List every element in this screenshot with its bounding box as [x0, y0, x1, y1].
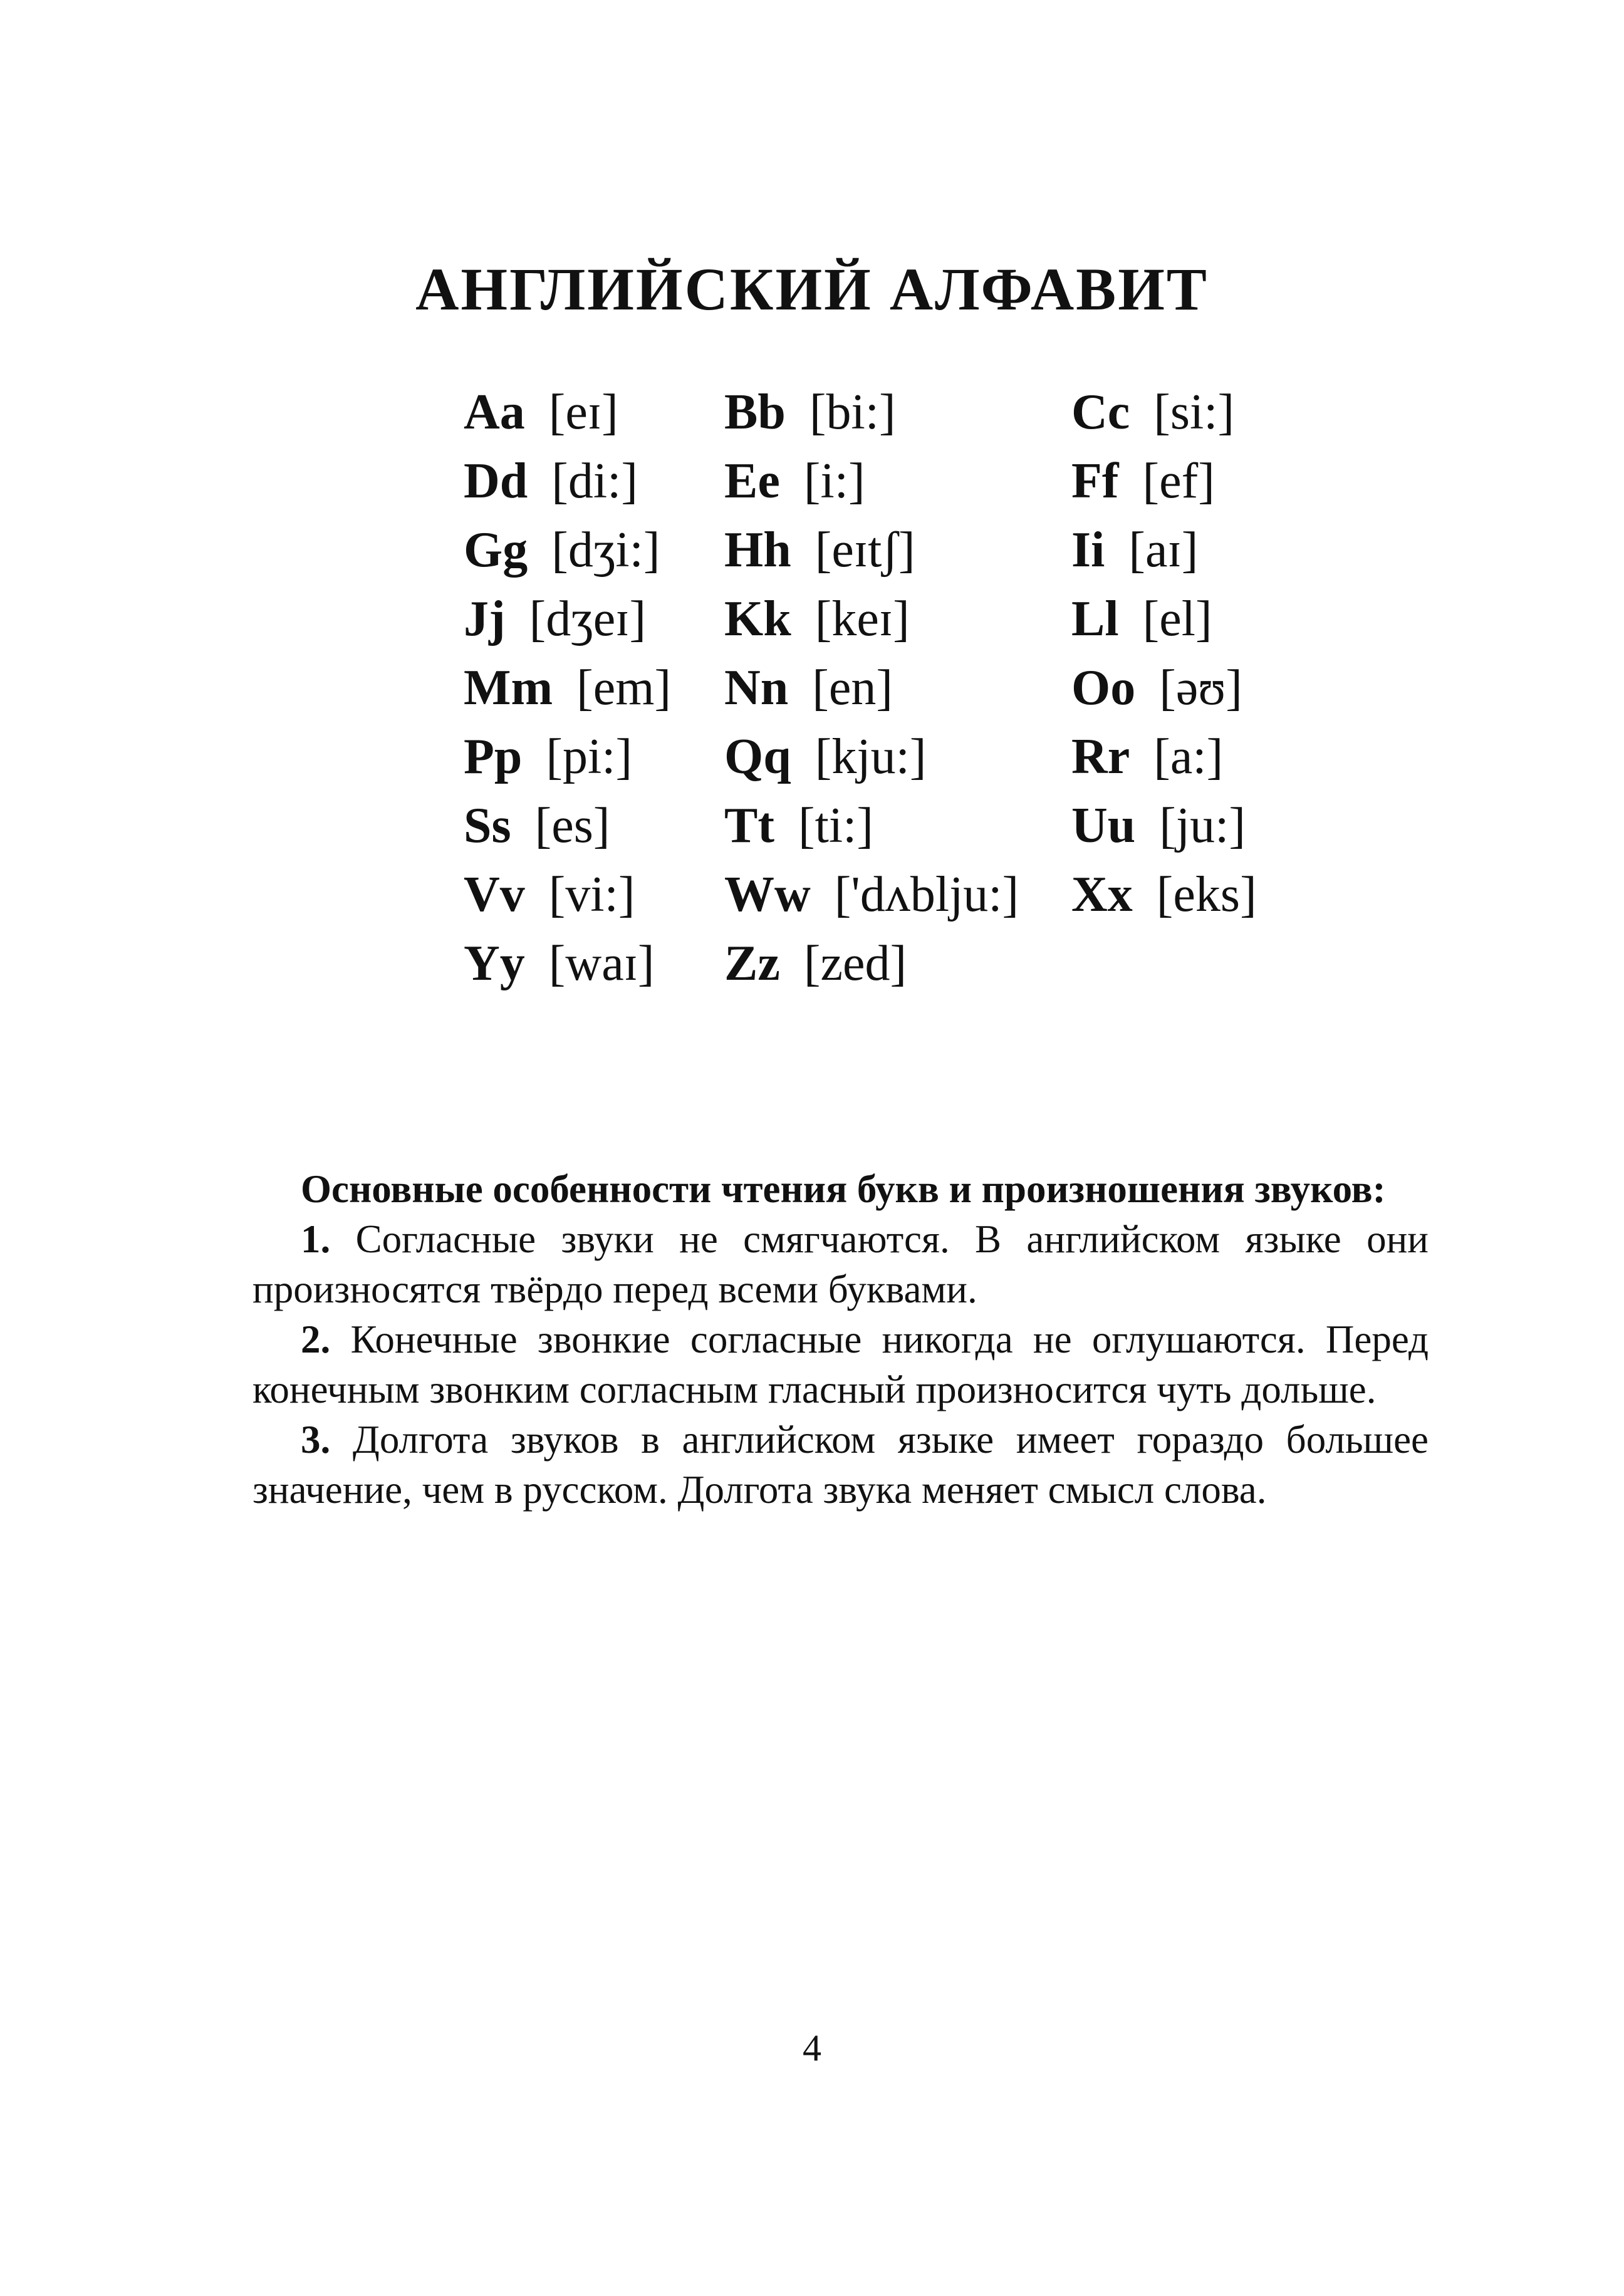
- alphabet-letter: Aa: [464, 385, 525, 440]
- alphabet-letter: Nn: [724, 660, 789, 715]
- alphabet-letter: Kk: [724, 591, 791, 647]
- alphabet-transcription: [ti:]: [798, 798, 873, 853]
- alphabet-entry: [1071, 867, 1257, 922]
- alphabet-letter: Tt: [724, 798, 774, 853]
- alphabet-transcription: [ef]: [1142, 454, 1215, 509]
- alphabet-transcription: [kju:]: [815, 729, 927, 784]
- alphabet-entry: [1071, 591, 1212, 647]
- alphabet-letter: Oo: [1071, 660, 1136, 715]
- rule-number: 2.: [301, 1317, 331, 1361]
- alphabet-entry: [1071, 522, 1199, 578]
- alphabet-transcription: [eɪ]: [548, 385, 618, 440]
- alphabet-entry: [724, 938, 907, 989]
- alphabet-entry: [464, 867, 635, 922]
- alphabet-letter: Qq: [724, 729, 791, 784]
- alphabet-entry: [464, 385, 618, 440]
- alphabet-letter: Mm: [464, 660, 553, 715]
- alphabet-letter: Ss: [464, 798, 511, 853]
- alphabet-transcription: [en]: [812, 660, 893, 715]
- alphabet-letter: Yy: [464, 936, 525, 991]
- alphabet-transcription: [a:]: [1153, 729, 1224, 784]
- rule-number: 1.: [301, 1217, 331, 1261]
- alphabet-letter: Uu: [1071, 798, 1136, 853]
- alphabet-entry: [724, 591, 910, 647]
- alphabet-entry: [724, 454, 865, 509]
- alphabet-transcription: [dʒeɪ]: [529, 591, 647, 647]
- alphabet-transcription: [waɪ]: [548, 936, 655, 991]
- alphabet-entry: [724, 798, 873, 853]
- alphabet-transcription: [pi:]: [546, 729, 633, 784]
- alphabet-letter: Hh: [724, 522, 791, 578]
- alphabet-transcription: [di:]: [551, 454, 638, 509]
- alphabet-transcription: [eɪtʃ]: [815, 522, 915, 578]
- reading-rules: [252, 1164, 1429, 1515]
- alphabet-table: [464, 387, 1341, 1007]
- rule-item: [252, 1314, 1429, 1415]
- alphabet-transcription: [si:]: [1153, 385, 1235, 440]
- alphabet-letter: Bb: [724, 385, 786, 440]
- alphabet-entry: [724, 867, 1019, 922]
- alphabet-entry: [464, 454, 638, 509]
- alphabet-letter: Xx: [1071, 867, 1133, 922]
- alphabet-entry: [464, 660, 672, 715]
- alphabet-entry: [1071, 798, 1246, 853]
- alphabet-entry: [724, 660, 893, 715]
- alphabet-letter: Zz: [724, 936, 780, 991]
- alphabet-transcription: [aɪ]: [1128, 522, 1199, 578]
- alphabet-letter: Dd: [464, 454, 528, 509]
- page-number: 4: [803, 2027, 821, 2069]
- alphabet-transcription: [i:]: [803, 454, 865, 509]
- rule-item: [252, 1214, 1429, 1314]
- rules-heading: Основные особенности чтения букв и произношения звуков:: [301, 1167, 1386, 1211]
- alphabet-transcription: [keɪ]: [815, 591, 910, 647]
- alphabet-transcription: [əʊ]: [1159, 660, 1242, 715]
- alphabet-letter: Jj: [464, 591, 506, 647]
- alphabet-letter: Vv: [464, 867, 525, 922]
- alphabet-letter: Ii: [1071, 522, 1105, 578]
- alphabet-transcription: [vi:]: [548, 867, 635, 922]
- alphabet-letter: Pp: [464, 729, 523, 784]
- alphabet-entry: [724, 522, 915, 578]
- page-title: АНГЛИЙСКИЙ АЛФАВИТ: [415, 256, 1209, 323]
- alphabet-transcription: [zed]: [803, 936, 907, 991]
- alphabet-letter: Ee: [724, 454, 780, 509]
- rule-text: Конечные звонкие согласные никогда не оглушаются. Перед конечным звонким согласным гласный произносится чуть дольше.: [252, 1317, 1429, 1411]
- alphabet-entry: [724, 729, 927, 784]
- rule-number: 3.: [301, 1418, 331, 1462]
- rule-text: Долгота звуков в английском языке имеет гораздо большее значение, чем в русском. Долгота звука меняет смысл слова.: [252, 1418, 1429, 1512]
- alphabet-entry: [1071, 385, 1235, 440]
- alphabet-transcription: [em]: [576, 660, 672, 715]
- alphabet-letter: Rr: [1071, 729, 1130, 784]
- alphabet-transcription: [el]: [1142, 591, 1212, 647]
- alphabet-entry: [464, 729, 633, 784]
- alphabet-letter: Cc: [1071, 385, 1130, 440]
- alphabet-entry: [464, 591, 647, 647]
- alphabet-transcription: ['dʌblju:]: [834, 867, 1019, 922]
- alphabet-letter: Ll: [1071, 591, 1119, 647]
- alphabet-letter: Ww: [724, 867, 811, 922]
- rule-text: Согласные звуки не смягчаются. В английском языке они произносятся твёрдо перед всеми буквами.: [252, 1217, 1429, 1311]
- alphabet-entry: [464, 798, 610, 853]
- alphabet-transcription: [ju:]: [1159, 798, 1246, 853]
- alphabet-entry: [1071, 454, 1215, 509]
- alphabet-transcription: [dʒi:]: [551, 522, 660, 578]
- alphabet-entry: [724, 385, 896, 440]
- alphabet-entry: [1071, 729, 1224, 784]
- alphabet-entry: [464, 938, 655, 989]
- alphabet-transcription: [eks]: [1156, 867, 1257, 922]
- rule-item: [252, 1415, 1429, 1515]
- alphabet-letter: Gg: [464, 522, 528, 578]
- alphabet-letter: Ff: [1071, 454, 1119, 509]
- alphabet-entry: [1071, 660, 1242, 715]
- alphabet-transcription: [es]: [534, 798, 610, 853]
- alphabet-entry: [464, 522, 660, 578]
- alphabet-transcription: [bi:]: [809, 385, 896, 440]
